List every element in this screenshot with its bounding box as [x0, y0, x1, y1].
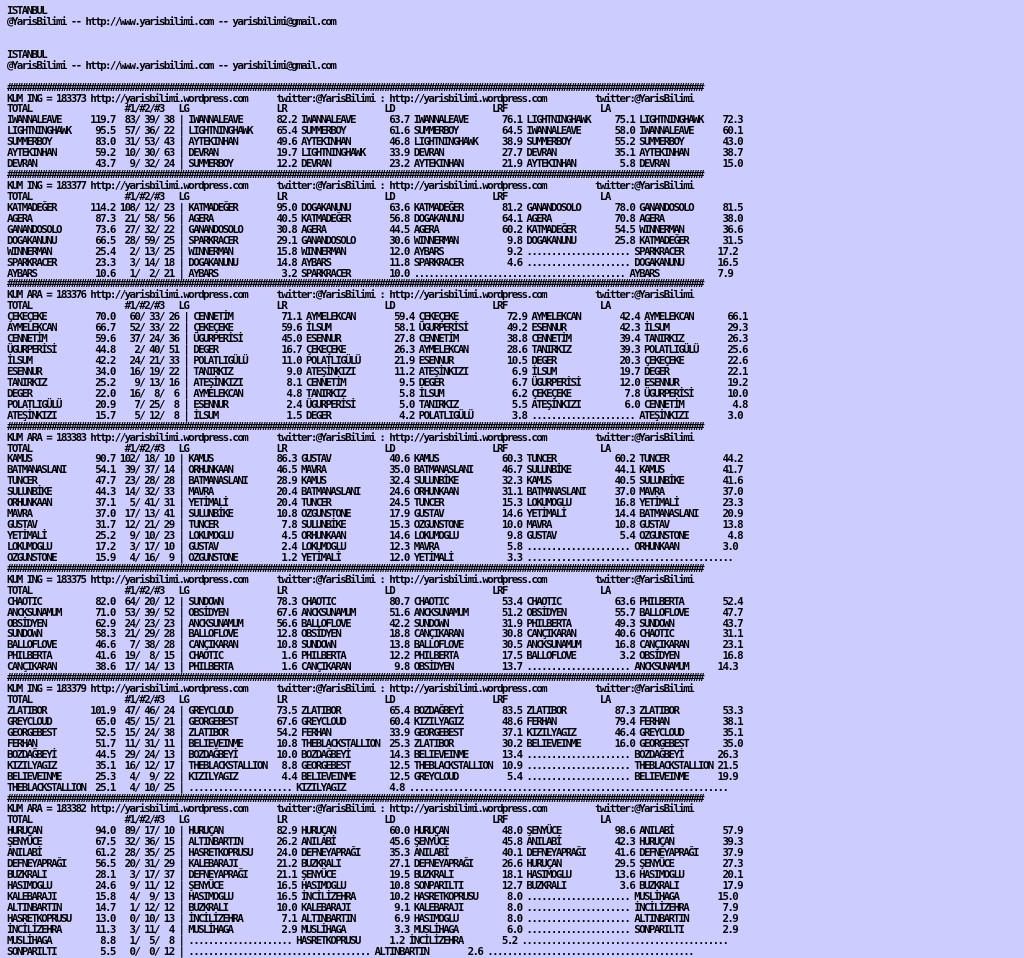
- data-row: BOZDAĞBEYİ 44.5 29/ 24/ 13 | BOZDAĞBEYİ 10.0 BOZDAĞBEYİ 14.3 BELIEVEINME 13.4 ..................... BOZDAĞBEYİ 26.3: [7, 747, 738, 761]
- data-row: SUMMERBOY 83.0 31/ 53/ 43 | AYTEKINHAN 49.6 AYTEKINHAN 46.8 LIGHTNINGHAWK 38.9 SUMMERBOY 55.2 SUMMERBOY 43.0: [7, 135, 743, 149]
- data-row: FERHAN 51.7 11/ 31/ 11 | BELIEVEINME 10.8 THEBLACKSTALLION 25.3 ZLATIBOR 30.2 BELIEVEINME 16.0 GEORGEBEST 35.0: [7, 736, 743, 750]
- separator-line: ##############################################################################################################################################: [7, 168, 703, 182]
- race-blocks: [7, 80, 747, 958]
- race-block: [7, 561, 747, 674]
- race-stats-document: [7, 6, 747, 958]
- separator-line: ##############################################################################################################################################: [7, 671, 703, 685]
- header-gap: [7, 28, 747, 50]
- column-header: TOTAL #1/#2/#3 LG LR LD LRF LA: [7, 102, 610, 116]
- race-header: KUM ING = 183373 http://yarisbilimi.wordpress.com twitter:@YarisBilimi : http://yarisbilimi.wordpress.com twitter:@YarisBilimi: [7, 91, 694, 105]
- race-header: KUM ARA = 183376 http://yarisbilimi.wordpress.com twitter:@YarisBilimi : http://yarisbilimi.wordpress.com twitter:@YarisBilimi: [7, 288, 694, 302]
- data-row: TUNCER 47.7 23/ 28/ 28 | BATMANASLANI 28.9 KAMUS 32.4 SULUNBİKE 32.3 KAMUS 40.5 SULUNBİKE 41.6: [7, 474, 743, 488]
- data-row: KATMADEĞER 114.2 108/ 12/ 23 | KATMADEĞER 95.0 DOGAKANUNU 63.6 KATMADEĞER 81.2 GANANDOSOLO 78.0 GANANDOSOLO 81.5: [7, 200, 743, 214]
- data-row: LOKUMOGLU 17.2 3/ 17/ 10 | GUSTAV 2.4 LOKUMOGLU 12.3 MAVRA 5.8 ..................... ORHUNKAAN 3.0: [7, 539, 738, 553]
- data-row: DOGAKANUNU 66.5 28/ 59/ 25 | SPARKRACER 29.1 GANANDOSOLO 30.6 WINNERMAN 9.8 DOGAKANUNU 25.8 KATMADEĞER 31.5: [7, 233, 743, 247]
- data-row: GREYCLOUD 65.0 45/ 15/ 21 | GEORGEBEST 67.6 GREYCLOUD 60.4 KIZILYAGIZ 48.6 FERHAN 79.4 FERHAN 38.1: [7, 714, 743, 728]
- data-row: OBSİDYEN 62.9 24/ 23/ 23 | ANCKSUNAMUM 56.6 BALLOFLOVE 42.2 SUNDOWN 31.9 PHILBERTA 49.3 SUNDOWN 43.7: [7, 616, 743, 630]
- separator-line: ##############################################################################################################################################: [7, 80, 703, 94]
- data-row: TANIRKIZ 25.2 9/ 13/ 16 | ATEŞİNKIZI 8.1 CENNETİM 9.5 DEGER 6.7 ÜGURPERİSİ 12.0 ESENNUR 19.2: [7, 375, 747, 389]
- data-row: ÇEKEÇEKE 70.0 60/ 33/ 26 | CENNETİM 71.1 AYMELEKCAN 59.4 ÇEKEÇEKE 72.9 AYMELEKCAN 42.4 AYMELEKCAN 66.1: [7, 310, 747, 324]
- data-row: YETİMALİ 25.2 9/ 10/ 23 | LOKUMOGLU 4.5 ORHUNKAAN 14.6 LOKUMOGLU 9.8 GUSTAV 5.4 OZGUNSTONE 4.8: [7, 529, 743, 543]
- column-header: TOTAL #1/#2/#3 LG LR LD LRF LA: [7, 299, 610, 313]
- data-row: ATEŞİNKIZI 15.7 5/ 12/ 8 | İLSUM 1.5 DEGER 4.2 POLATLIGÜLÜ 3.8 ..................... ATEŞİNKIZI 3.0: [7, 408, 743, 422]
- data-row: SPARKRACER 23.3 3/ 14/ 18 | DOGAKANUNU 14.8 AYBARS 11.8 SPARKRACER 4.6 ..................... DOGAKANUNU 16.5: [7, 255, 738, 269]
- data-row: OZGUNSTONE 15.9 4/ 16/ 9 | OZGUNSTONE 1.2 YETİMALİ 12.0 YETİMALİ 3.3 ..........................................: [7, 550, 733, 564]
- data-row: SULUNBİKE 44.3 14/ 32/ 33 | MAVRA 20.4 BATMANASLANI 24.6 ORHUNKAAN 31.1 BATMANASLANI 37.0 MAVRA 37.0: [7, 485, 743, 499]
- race-block: [7, 791, 747, 958]
- data-row: WINNERMAN 25.4 2/ 13/ 25 | WINNERMAN 15.8 WINNERMAN 12.0 AYBARS 9.2 ..................... SPARKRACER 17.2: [7, 244, 738, 258]
- header-credits-repeat: @YarisBilimi -- http://www.yarisbilimi.com -- yarisbilimi@gmail.com: [7, 58, 336, 72]
- data-row: THEBLACKSTALLION 25.1 4/ 10/ 25 | ..................... KIZILYAGIZ 4.8 .................................................................: [7, 780, 728, 794]
- data-row: ESENNUR 34.0 16/ 19/ 22 | TANIRKIZ 9.0 ATEŞİNKIZI 11.2 ATEŞİNKIZI 6.9 İLSUM 19.7 DEGER 22.1: [7, 364, 747, 378]
- data-row: CANÇIKARAN 38.6 17/ 14/ 13 | PHILBERTA 1.6 CANÇIKARAN 9.8 OBSİDYEN 13.7 ..................... ANCKSUNAMUM 14.3: [7, 660, 738, 674]
- race-block: [7, 673, 747, 793]
- header-city: ISTANBUL: [7, 4, 47, 17]
- data-row: SUNDOWN 58.3 21/ 29/ 28 | BALLOFLOVE 12.8 OBSİDYEN 18.8 CANÇIKARAN 30.8 CANÇIKARAN 40.6 CHAOTIC 31.1: [7, 627, 743, 641]
- race-block: [7, 80, 747, 171]
- race-block: [7, 279, 747, 421]
- data-row: DEGER 22.0 16/ 8/ 6 | AYMELEKCAN 4.8 TANIRKIZ 5.8 İLSUM 6.2 ÇEKEÇEKE 7.8 ÜGURPERİSİ 10.0: [7, 386, 747, 400]
- data-row: POLATLIGÜLÜ 20.9 7/ 25/ 8 | ESENNUR 2.4 ÜGURPERİSİ 5.0 TANIRKIZ 5.5 ATEŞİNKIZI 6.0 CENNETİM 4.8: [7, 397, 747, 411]
- data-row: SONPARILTI 5.5 0/ 0/ 12 | ..................................... ALTINBARTIN 2.6 ..........................................: [7, 944, 694, 958]
- data-row: GANANDOSOLO 73.6 27/ 32/ 22 | GANANDOSOLO 30.8 AGERA 44.5 AGERA 60.2 KATMADEĞER 54.5 WINNERMAN 36.6: [7, 222, 743, 236]
- separator-line: ##############################################################################################################################################: [7, 561, 703, 575]
- header-credits: @YarisBilimi -- http://www.yarisbilimi.com -- yarisbilimi@gmail.com: [7, 14, 336, 28]
- data-row: GUSTAV 31.7 12/ 21/ 29 | TUNCER 7.8 SULUNBİKE 15.3 OZGUNSTONE 10.0 MAVRA 10.8 GUSTAV 13.8: [7, 518, 743, 532]
- data-row: ANILABİ 61.2 28/ 35/ 25 | HASRETKOPRUSU 24.0 DEFNEYAPRAĞI 35.3 ANILABİ 40.1 DEFNEYAPRAĞI 41.6 DEFNEYAPRAĞI 37.9: [7, 846, 743, 860]
- data-row: ANCKSUNAMUM 71.0 53/ 39/ 52 | OBSİDYEN 67.6 ANCKSUNAMUM 51.6 ANCKSUNAMUM 51.2 OBSİDYEN 55.7 BALLOFLOVE 47.7: [7, 605, 743, 619]
- race-block: [7, 170, 747, 279]
- race-header: KUM ING = 183379 http://yarisbilimi.wordpress.com twitter:@YarisBilimi : http://yarisbilimi.wordpress.com twitter:@YarisBilimi: [7, 682, 694, 696]
- column-header: TOTAL #1/#2/#3 LG LR LD LRF LA: [7, 693, 610, 707]
- separator-line: ##############################################################################################################################################: [7, 791, 703, 805]
- race-header: KUM ING = 183377 http://yarisbilimi.wordpress.com twitter:@YarisBilimi : http://yarisbilimi.wordpress.com twitter:@YarisBilimi: [7, 179, 694, 193]
- column-header: TOTAL #1/#2/#3 LG LR LD LRF LA: [7, 189, 610, 203]
- data-row: AGERA 87.3 21/ 58/ 56 | AGERA 40.5 KATMADEĞER 56.8 DOGAKANUNU 64.1 AGERA 70.8 AGERA 38.0: [7, 211, 743, 225]
- race-block: [7, 419, 747, 564]
- data-row: LIGHTNINGHAWK 95.5 57/ 36/ 22 | LIGHTNINGHAWK 65.4 SUMMERBOY 61.6 SUMMERBOY 64.5 IWANNALEAVE 58.0 IWANNALEAVE 60.1: [7, 124, 743, 138]
- data-row: KALEBARAJI 15.8 4/ 9/ 13 | HASIMOGLU 16.5 İNCİLİZEHRA 10.2 HASRETKOPRUSU 8.0 ..................... MUSLİHAGA 15.0: [7, 889, 738, 903]
- column-header: TOTAL #1/#2/#3 LG LR LD LRF LA: [7, 583, 610, 597]
- data-row: BATMANASLANI 54.1 39/ 37/ 14 | ORHUNKAAN 46.5 MAVRA 35.0 BATMANASLANI 46.7 SULUNBİKE 44.1 KAMUS 41.7: [7, 463, 743, 477]
- data-row: DEFNEYAPRAĞI 56.5 20/ 31/ 29 | KALEBARAJI 21.2 BUZKRALI 27.1 DEFNEYAPRAĞI 26.6 HURUÇAN 29.5 ŞENYÜCE 27.3: [7, 857, 743, 871]
- data-row: ZLATIBOR 101.9 47/ 46/ 24 | GREYCLOUD 73.5 ZLATIBOR 65.4 BOZDAĞBEYİ 83.5 ZLATIBOR 87.3 ZLATIBOR 53.3: [7, 704, 743, 718]
- column-header: TOTAL #1/#2/#3 LG LR LD LRF LA: [7, 813, 610, 827]
- data-row: CENNETİM 59.6 37/ 24/ 36 | ÜGURPERİSİ 45.0 ESENNUR 27.8 CENNETİM 38.8 CENNETİM 39.4 TANIRKIZ 26.3: [7, 332, 747, 346]
- data-row: AYTEKINHAN 59.2 10/ 30/ 63 | DEVRAN 19.7 LIGHTNINGHAWK 33.9 DEVRAN 27.7 DEVRAN 35.1 AYTEKINHAN 38.7: [7, 146, 743, 160]
- data-row: ŞENYÜCE 67.5 32/ 36/ 15 | ALTINBARTIN 26.2 ANILABİ 45.6 ŞENYÜCE 45.8 ANILABİ 42.3 HURUÇAN 39.3: [7, 835, 743, 849]
- header-city-repeat: ISTANBUL: [7, 47, 47, 61]
- data-row: MUSLİHAGA 8.8 1/ 5/ 8 | ..................... HASRETKOPRUSU 1.2 İNCİLİZEHRA 5.2 ..........................................: [7, 933, 728, 947]
- race-header: KUM ING = 183375 http://yarisbilimi.wordpress.com twitter:@YarisBilimi : http://yarisbilimi.wordpress.com twitter:@YarisBilimi: [7, 572, 694, 586]
- separator-line: ##############################################################################################################################################: [7, 277, 703, 291]
- data-row: KAMUS 90.7 102/ 18/ 10 | KAMUS 86.3 GUSTAV 40.6 KAMUS 60.3 TUNCER 60.2 TUNCER 44.2: [7, 452, 743, 466]
- data-row: IWANNALEAVE 119.7 83/ 39/ 38 | IWANNALEAVE 82.2 IWANNALEAVE 63.7 IWANNALEAVE 76.1 LIGHTNINGHAWK 75.1 LIGHTNINGHAWK 72.3: [7, 113, 743, 127]
- data-row: BALLOFLOVE 46.6 7/ 38/ 28 | CANÇIKARAN 10.8 SUNDOWN 13.8 BALLOFLOVE 30.5 ANCKSUNAMUM 16.8 CANÇIKARAN 23.1: [7, 638, 743, 652]
- data-row: İNCİLİZEHRA 11.3 3/ 11/ 4 | MUSLİHAGA 2.9 MUSLİHAGA 3.3 MUSLİHAGA 6.0 ..................... SONPARILTI 2.9: [7, 922, 738, 936]
- data-row: BUZKRALI 28.1 3/ 17/ 37 | DEFNEYAPRAĞI 21.1 ŞENYÜCE 19.5 BUZKRALI 18.1 HASIMOGLU 13.6 HASIMOGLU 20.1: [7, 868, 743, 882]
- column-header: TOTAL #1/#2/#3 LG LR LD LRF LA: [7, 441, 610, 455]
- data-row: ÜGURPERİSİ 44.8 2/ 40/ 51 | DEGER 16.7 ÇEKEÇEKE 26.3 AYMELEKCAN 28.6 TANIRKIZ 39.3 POLATLIGÜLÜ 25.6: [7, 343, 747, 357]
- data-row: AYBARS 10.6 1/ 2/ 21 | AYBARS 3.2 SPARKRACER 10.0 ........................................... AYBARS 7.9: [7, 266, 733, 280]
- race-header: KUM ARA = 183382 http://yarisbilimi.wordpress.com twitter:@YarisBilimi : http://yarisbilimi.wordpress.com twitter:@YarisBilimi: [7, 802, 694, 816]
- data-row: KIZILYAGIZ 35.1 16/ 12/ 17 | THEBLACKSTALLION 8.8 GEORGEBEST 12.5 THEBLACKSTALLION 10.9 ..................... THEBLACKSTALLION 21.5: [7, 758, 738, 772]
- data-row: GEORGEBEST 52.5 15/ 24/ 38 | ZLATIBOR 54.2 FERHAN 33.9 GEORGEBEST 37.1 KIZILYAGIZ 46.4 GREYCLOUD 35.1: [7, 725, 743, 739]
- data-row: AYMELEKCAN 66.7 52/ 33/ 22 | ÇEKEÇEKE 59.6 İLSUM 58.1 ÜGURPERİSİ 49.2 ESENNUR 42.3 İLSUM 29.3: [7, 321, 747, 335]
- data-row: HASIMOGLU 24.6 9/ 11/ 12 | ŞENYÜCE 16.5 HASIMOGLU 10.8 SONPARILTI 12.7 BUZKRALI 3.6 BUZKRALI 17.9: [7, 879, 743, 893]
- data-row: BELIEVEINME 25.3 4/ 9/ 22 | KIZILYAGIZ 4.4 BELIEVEINME 12.5 GREYCLOUD 5.4 ..................... BELIEVEINME 19.9: [7, 769, 738, 783]
- data-row: ORHUNKAAN 37.1 5/ 41/ 31 | YETİMALİ 20.4 TUNCER 24.5 TUNCER 15.3 LOKUMOGLU 16.8 YETİMALİ 23.3: [7, 496, 743, 510]
- data-row: İLSUM 42.2 24/ 21/ 33 | POLATLIGÜLÜ 11.0 POLATLIGÜLÜ 21.9 ESENNUR 10.5 DEGER 20.3 ÇEKEÇEKE 22.6: [7, 354, 747, 368]
- data-row: HASRETKOPRUSU 13.0 0/ 10/ 13 | İNCİLİZEHRA 7.1 ALTINBARTIN 6.9 HASIMOGLU 8.0 ..................... ALTINBARTIN 2.9: [7, 911, 738, 925]
- race-header: KUM ARA = 183383 http://yarisbilimi.wordpress.com twitter:@YarisBilimi : http://yarisbilimi.wordpress.com twitter:@YarisBilimi: [7, 430, 694, 444]
- data-row: ALTINBARTIN 14.7 1/ 12/ 12 | BUZKRALI 10.0 KALEBARAJI 9.1 KALEBARAJI 8.0 ..................... İNCİLİZEHRA 7.9: [7, 900, 738, 914]
- data-row: CHAOTIC 82.0 64/ 20/ 12 | SUNDOWN 78.3 CHAOTIC 80.7 CHAOTIC 53.4 CHAOTIC 63.6 PHILBERTA 52.4: [7, 594, 743, 608]
- data-row: MAVRA 37.0 17/ 13/ 41 | SULUNBİKE 10.8 OZGUNSTONE 17.9 GUSTAV 14.6 YETİMALİ 14.4 BATMANASLANI 20.9: [7, 507, 743, 521]
- data-row: DEVRAN 43.7 9/ 32/ 24 | SUMMERBOY 12.2 DEVRAN 23.2 AYTEKINHAN 21.9 AYTEKINHAN 5.8 DEVRAN 15.0: [7, 157, 743, 171]
- data-row: PHILBERTA 41.6 19/ 8/ 15 | CHAOTIC 1.6 PHILBERTA 12.2 PHILBERTA 17.5 BALLOFLOVE 3.2 OBSİDYEN 16.8: [7, 649, 743, 663]
- data-row: HURUÇAN 94.0 89/ 17/ 10 | HURUÇAN 82.9 HURUÇAN 60.0 HURUÇAN 48.0 ŞENYÜCE 98.6 ANILABİ 57.9: [7, 824, 743, 838]
- separator-line: ##############################################################################################################################################: [7, 419, 703, 433]
